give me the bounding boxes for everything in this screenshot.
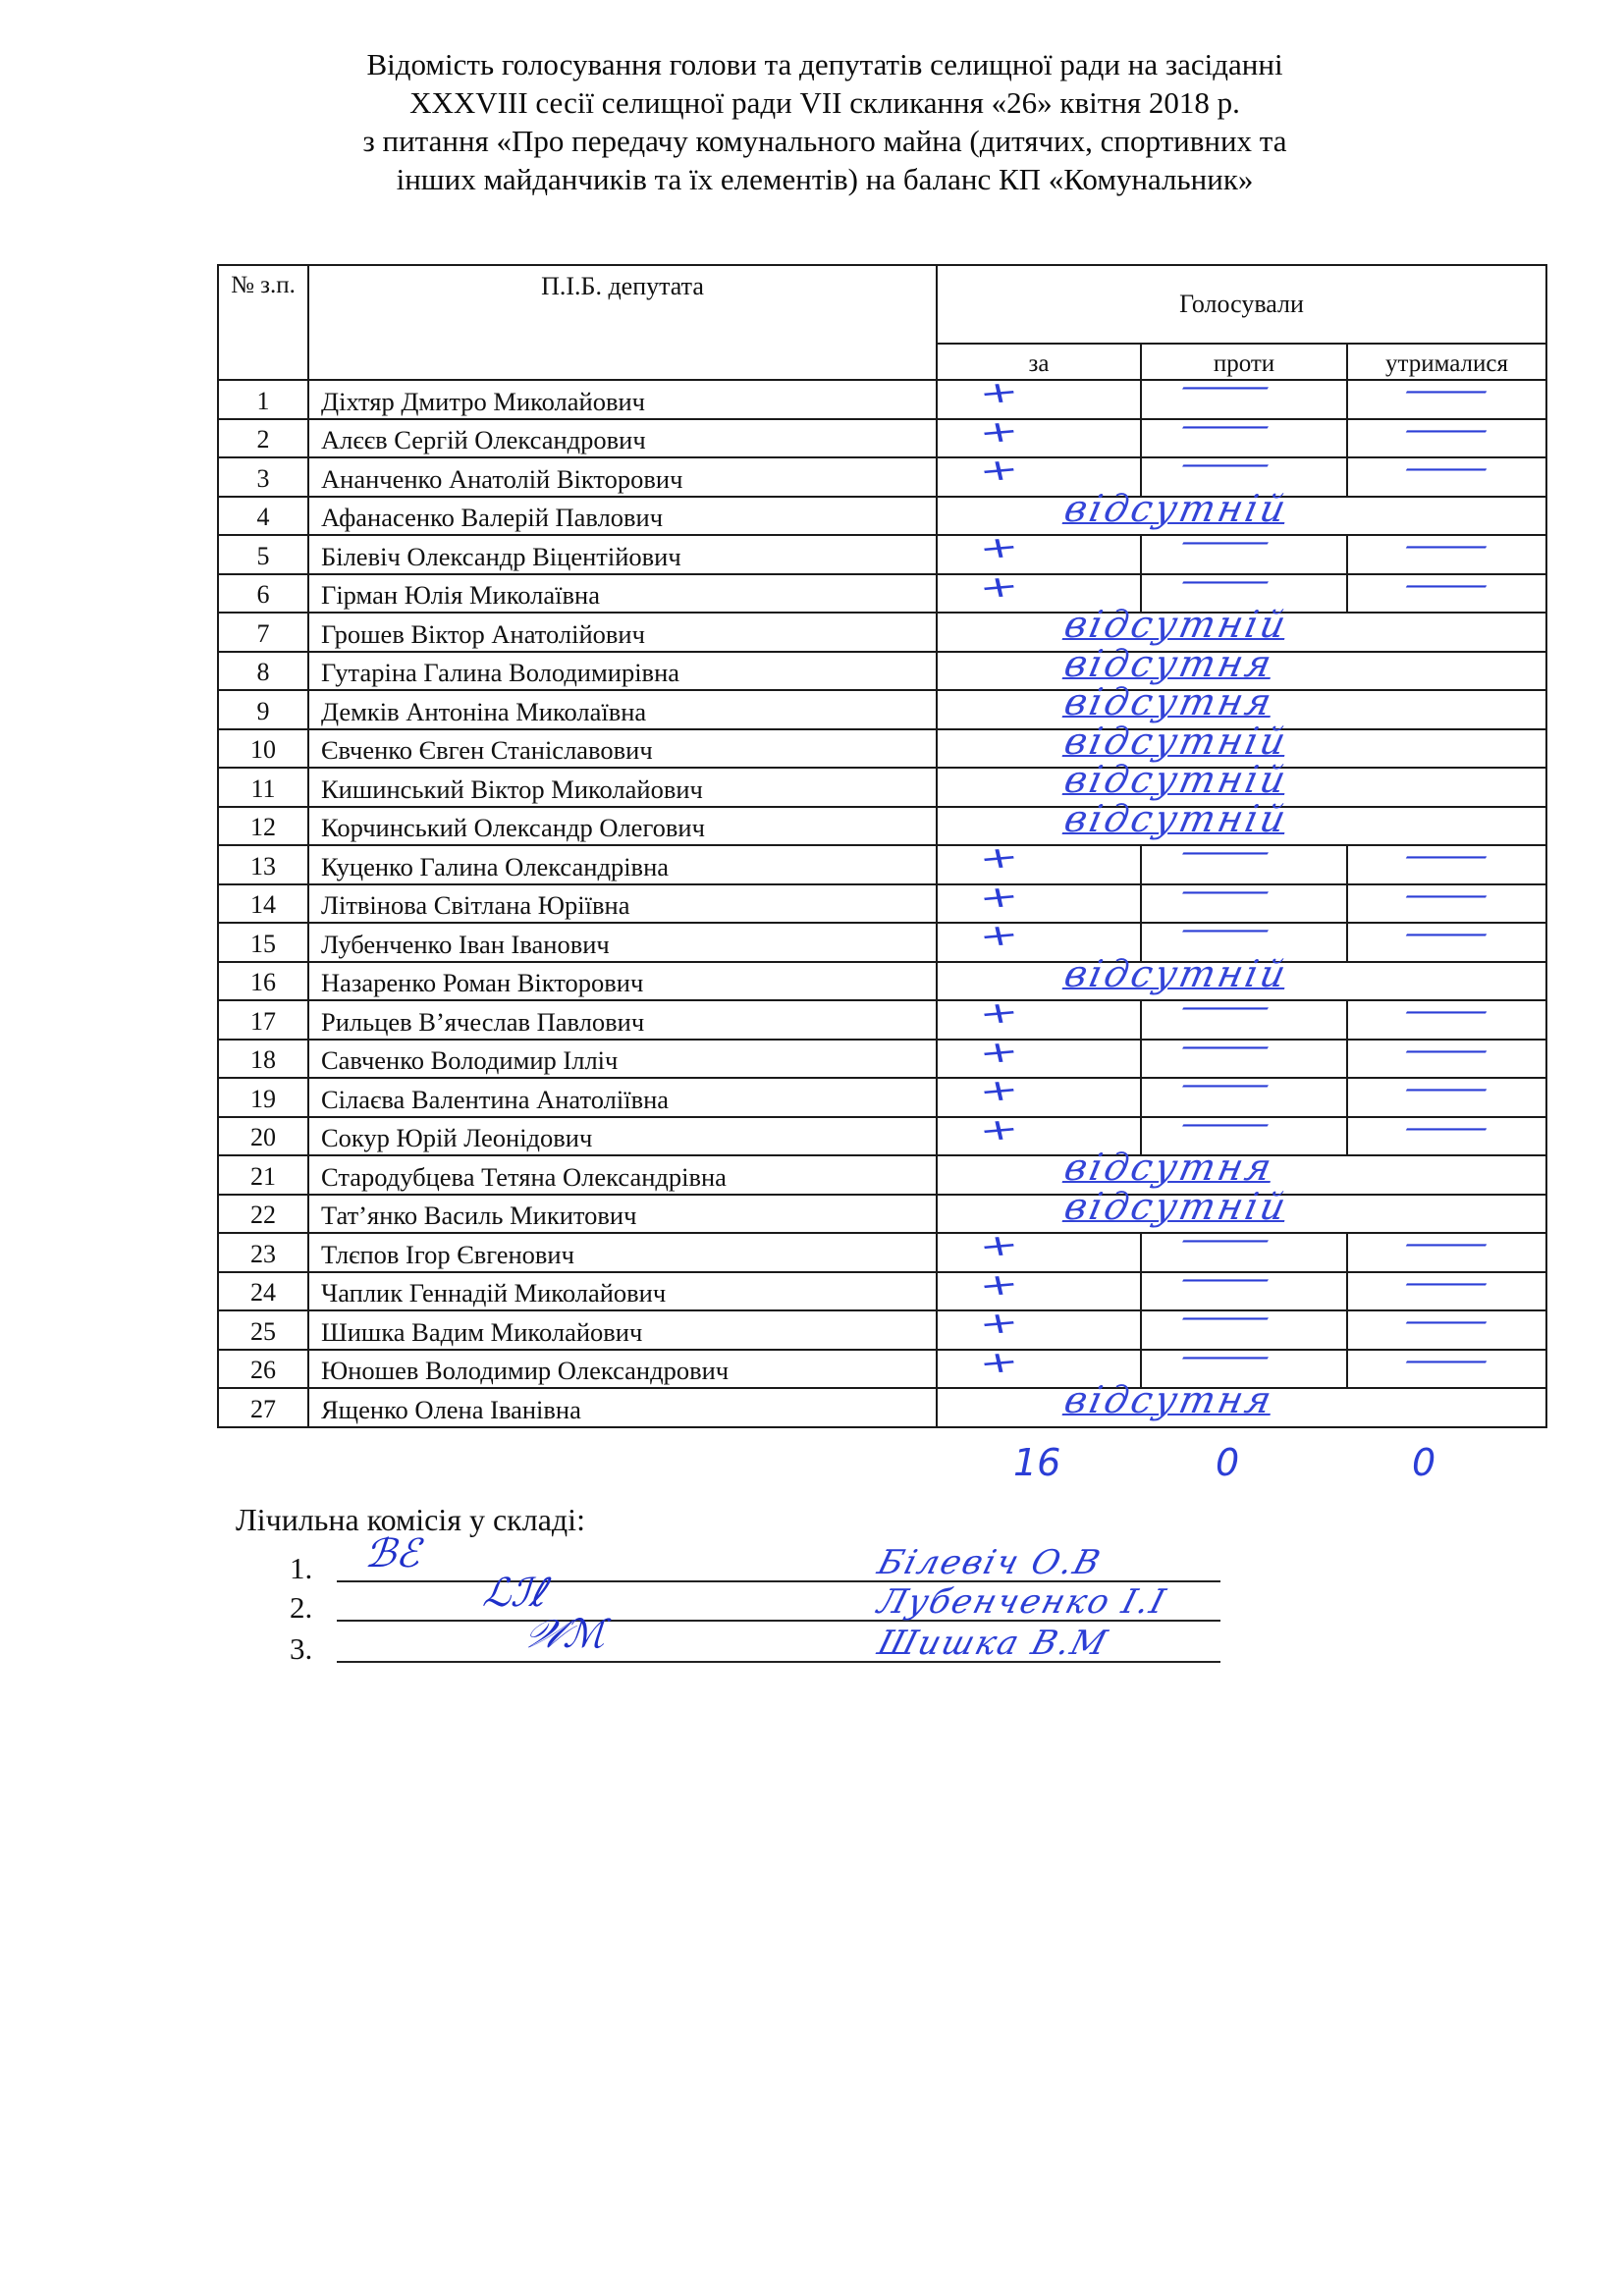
row-number: 24 xyxy=(218,1272,308,1311)
vote-for-mark: + xyxy=(975,1033,1023,1072)
absent-handwritten-note: відсутній xyxy=(1060,486,1293,530)
vote-for-mark: + xyxy=(975,1305,1023,1343)
vote-abstained-mark: — xyxy=(1402,529,1490,563)
table-row xyxy=(218,535,1546,574)
row-number: 8 xyxy=(218,652,308,691)
deputy-name: Білевіч Олександр Віцентійович xyxy=(308,535,937,574)
row-number: 3 xyxy=(218,457,308,497)
absent-handwritten-note: відсутній xyxy=(1060,796,1293,840)
vote-abstained-mark: — xyxy=(1402,452,1490,486)
vote-against-mark: — xyxy=(1178,408,1272,444)
row-number: 11 xyxy=(218,768,308,807)
member-number: 1. xyxy=(290,1551,313,1585)
row-number: 25 xyxy=(218,1310,308,1350)
vote-abstained-mark: — xyxy=(1402,1033,1490,1068)
vote-for-mark: + xyxy=(975,917,1023,955)
vote-for-mark: + xyxy=(975,412,1023,452)
table-row xyxy=(218,884,1546,924)
table-row xyxy=(218,729,1546,769)
vote-cell-abstained xyxy=(1347,1110,1546,1156)
vote-cell-for xyxy=(937,1227,1141,1272)
row-number: 4 xyxy=(218,497,308,536)
title-line-3: з питання «Про передачу комунального майна (дитячих, спортивних та xyxy=(362,124,1287,158)
table-row xyxy=(218,962,1546,1001)
signature-mark: ℒℐℓ xyxy=(478,1571,557,1616)
table-row xyxy=(218,1078,1546,1117)
member-name: Білевіч О.В xyxy=(873,1543,1107,1582)
vote-against-mark: — xyxy=(1178,563,1272,599)
table-row xyxy=(218,807,1546,846)
vote-cell-for xyxy=(937,374,1141,419)
vote-cell-for xyxy=(937,994,1141,1040)
absent-handwritten-note: відсутній xyxy=(1060,603,1293,646)
table-row xyxy=(218,1272,1546,1311)
row-number: 16 xyxy=(218,962,308,1001)
row-number: 15 xyxy=(218,923,308,962)
header-against: проти xyxy=(1141,344,1347,380)
deputy-name: Гірман Юлія Миколаївна xyxy=(308,574,937,614)
vote-against-mark: — xyxy=(1178,1261,1272,1297)
member-name: Шишка В.М xyxy=(873,1624,1113,1663)
row-number: 26 xyxy=(218,1350,308,1389)
vote-for-mark: + xyxy=(975,1343,1023,1382)
deputy-name: Кишинський Віктор Миколайович xyxy=(308,768,937,807)
vote-against-mark: — xyxy=(1178,1068,1272,1102)
vote-for-mark: + xyxy=(975,529,1023,567)
vote-cell-abstained xyxy=(1347,1343,1546,1389)
table-row xyxy=(218,1040,1546,1079)
table-row xyxy=(218,690,1546,729)
table-row xyxy=(218,1117,1546,1156)
absent-handwritten-note: відсутня xyxy=(1060,641,1278,685)
deputy-name: Демків Антоніна Миколаївна xyxy=(308,690,937,729)
deputy-name: Літвінова Світлана Юріївна xyxy=(308,884,937,924)
deputy-name: Ананченко Анатолій Вікторович xyxy=(308,457,937,497)
table-row xyxy=(218,923,1546,962)
absent-handwritten-note: відсутня xyxy=(1060,1378,1278,1421)
row-number: 12 xyxy=(218,807,308,846)
vote-abstained-mark: — xyxy=(1402,1227,1490,1261)
header-for: за xyxy=(937,344,1141,380)
vote-for-mark: + xyxy=(975,1227,1023,1265)
vote-against-mark: — xyxy=(1178,874,1272,909)
vote-against-mark: — xyxy=(1178,913,1272,947)
commission-member xyxy=(290,1612,1113,1667)
header-voted: Голосували xyxy=(937,265,1546,344)
row-number: 19 xyxy=(218,1078,308,1117)
deputy-name: Сілаєва Валентина Анатоліївна xyxy=(308,1078,937,1117)
vote-totals xyxy=(992,1441,1542,1500)
deputy-name: Євченко Євген Станіславович xyxy=(308,729,937,769)
deputy-name: Савченко Володимир Ілліч xyxy=(308,1040,937,1079)
table-row xyxy=(218,652,1546,691)
vote-cell-abstained xyxy=(1347,567,1546,614)
deputy-name: Куценко Галина Олександрівна xyxy=(308,845,937,884)
total-against: 0 xyxy=(1216,1441,1240,1484)
deputy-name: Назаренко Роман Вікторович xyxy=(308,962,937,1001)
vote-for-mark: + xyxy=(975,1072,1023,1110)
total-for: 16 xyxy=(1013,1441,1061,1484)
absent-handwritten-note: відсутня xyxy=(1060,680,1278,723)
vote-abstained-mark: — xyxy=(1402,412,1490,448)
table-row xyxy=(218,574,1546,614)
table-row xyxy=(218,845,1546,884)
row-number: 22 xyxy=(218,1195,308,1234)
vote-abstained-mark: — xyxy=(1402,1305,1490,1339)
table-row xyxy=(218,1310,1546,1350)
deputy-name: Рильцев В’ячеслав Павлович xyxy=(308,1000,937,1040)
deputy-name: Гутаріна Галина Володимирівна xyxy=(308,652,937,691)
absent-handwritten-note: відсутній xyxy=(1060,719,1293,763)
deputy-name: Лубенченко Іван Іванович xyxy=(308,923,937,962)
table-row xyxy=(218,613,1546,652)
absent-handwritten-note: відсутній xyxy=(1060,1184,1293,1228)
vote-against-mark: — xyxy=(1178,1029,1272,1064)
deputy-name: Грошев Віктор Анатолійович xyxy=(308,613,937,652)
member-name: Лубенченко І.І xyxy=(873,1582,1171,1622)
deputy-name: Афанасенко Валерій Павлович xyxy=(308,497,937,536)
member-number: 2. xyxy=(290,1590,313,1625)
table-row xyxy=(218,1195,1546,1234)
vote-against-mark: — xyxy=(1178,1223,1272,1257)
vote-cell-for xyxy=(937,1072,1141,1117)
vote-against-mark: — xyxy=(1178,525,1272,560)
vote-for-mark: + xyxy=(975,374,1023,412)
row-number: 10 xyxy=(218,729,308,769)
vote-abstained-mark: — xyxy=(1402,567,1490,603)
table-row xyxy=(218,1350,1546,1389)
row-number: 7 xyxy=(218,613,308,652)
commission-label: Лічильна комісія у складі: xyxy=(236,1502,585,1537)
vote-for-mark: + xyxy=(975,1110,1023,1149)
vote-for-mark: + xyxy=(975,567,1023,607)
vote-for-mark: + xyxy=(975,994,1023,1033)
voting-table xyxy=(217,264,1547,1428)
commission-member xyxy=(290,1571,1171,1626)
vote-cell-for xyxy=(937,412,1141,458)
vote-against-mark: — xyxy=(1178,1106,1272,1142)
table-row xyxy=(218,419,1546,458)
vote-cell-for xyxy=(937,1305,1141,1350)
vote-cell-for xyxy=(937,1033,1141,1079)
vote-abstained-mark: — xyxy=(1402,374,1490,408)
deputy-name: Стародубцева Тетяна Олександрівна xyxy=(308,1155,937,1195)
commission-member xyxy=(290,1531,1107,1586)
deputy-name: Юношев Володимир Олександрович xyxy=(308,1350,937,1389)
deputy-name: Алєєв Сергій Олександрович xyxy=(308,419,937,458)
vote-cell-for xyxy=(937,878,1141,924)
row-number: 27 xyxy=(218,1388,308,1427)
vote-abstained-mark: — xyxy=(1402,994,1490,1029)
title-line-4: інших майданчиків та їх елементів) на баланс КП «Комунальник» xyxy=(396,162,1254,196)
vote-abstained-mark: — xyxy=(1402,1265,1490,1301)
total-abstained: 0 xyxy=(1412,1441,1436,1484)
header-name: П.І.Б. депутата xyxy=(308,265,937,380)
header-abstained: утрималися xyxy=(1347,344,1546,380)
deputy-name: Ященко Олена Іванівна xyxy=(308,1388,937,1427)
vote-abstained-mark: — xyxy=(1402,1110,1490,1146)
vote-against-mark: — xyxy=(1178,1339,1272,1374)
table-row xyxy=(218,1155,1546,1195)
absent-handwritten-note: відсутня xyxy=(1060,1146,1278,1189)
vote-abstained-mark: — xyxy=(1402,839,1490,874)
vote-against-mark: — xyxy=(1178,990,1272,1025)
vote-against-mark: — xyxy=(1178,835,1272,870)
vote-cell-for xyxy=(937,839,1141,884)
table-row xyxy=(218,768,1546,807)
vote-for-mark: + xyxy=(975,878,1023,917)
vote-abstained-mark: — xyxy=(1402,878,1490,913)
vote-against-mark: — xyxy=(1178,448,1272,482)
row-number: 6 xyxy=(218,574,308,614)
signature-mark: 𝒲ℳ xyxy=(517,1612,617,1657)
row-number: 14 xyxy=(218,884,308,924)
deputy-name: Тат’янко Василь Микитович xyxy=(308,1195,937,1234)
row-number: 20 xyxy=(218,1117,308,1156)
vote-cell-for xyxy=(937,1265,1141,1311)
row-number: 17 xyxy=(218,1000,308,1040)
row-number: 1 xyxy=(218,380,308,419)
row-number: 2 xyxy=(218,419,308,458)
vote-abstained-mark: — xyxy=(1402,917,1490,951)
vote-cell-for xyxy=(937,529,1141,574)
row-number: 5 xyxy=(218,535,308,574)
table-row xyxy=(218,1233,1546,1272)
table-row xyxy=(218,457,1546,497)
vote-abstained-mark: — xyxy=(1402,1072,1490,1106)
header-number: № з.п. xyxy=(218,265,308,380)
table-row xyxy=(218,1388,1546,1427)
deputy-name: Чаплик Геннадій Миколайович xyxy=(308,1272,937,1311)
row-number: 18 xyxy=(218,1040,308,1079)
row-number: 13 xyxy=(218,845,308,884)
vote-for-mark: + xyxy=(975,452,1023,490)
vote-for-mark: + xyxy=(975,1265,1023,1305)
deputy-name: Сокур Юрій Леонідович xyxy=(308,1117,937,1156)
member-number: 3. xyxy=(290,1631,313,1666)
vote-against-mark: — xyxy=(1178,1301,1272,1335)
vote-against-mark: — xyxy=(1178,370,1272,404)
signature-mark: ℬℰ xyxy=(360,1531,431,1576)
deputy-name: Корчинський Олександр Олегович xyxy=(308,807,937,846)
absent-handwritten-note: відсутній xyxy=(1060,758,1293,801)
deputy-name: Тлєпов Ігор Євгенович xyxy=(308,1233,937,1272)
table-row xyxy=(218,497,1546,536)
row-number: 23 xyxy=(218,1233,308,1272)
vote-abstained-mark: — xyxy=(1402,1343,1490,1378)
vote-cell-abstained xyxy=(1347,452,1546,497)
row-number: 9 xyxy=(218,690,308,729)
table-row xyxy=(218,1000,1546,1040)
absent-handwritten-note: відсутній xyxy=(1060,951,1293,995)
table-row xyxy=(218,380,1546,419)
document-title xyxy=(187,45,1463,198)
deputy-name: Діхтяр Дмитро Миколайович xyxy=(308,380,937,419)
vote-for-mark: + xyxy=(975,839,1023,878)
row-number: 21 xyxy=(218,1155,308,1195)
vote-cell-abstained xyxy=(1347,917,1546,962)
title-line-1: Відомість голосування голови та депутатів селищної ради на засіданні xyxy=(366,47,1283,81)
absent-cell xyxy=(937,1378,1546,1427)
deputy-name: Шишка Вадим Миколайович xyxy=(308,1310,937,1350)
title-line-2: XXXVIII сесії селищної ради VII скликання «26» квітня 2018 р. xyxy=(409,85,1240,120)
